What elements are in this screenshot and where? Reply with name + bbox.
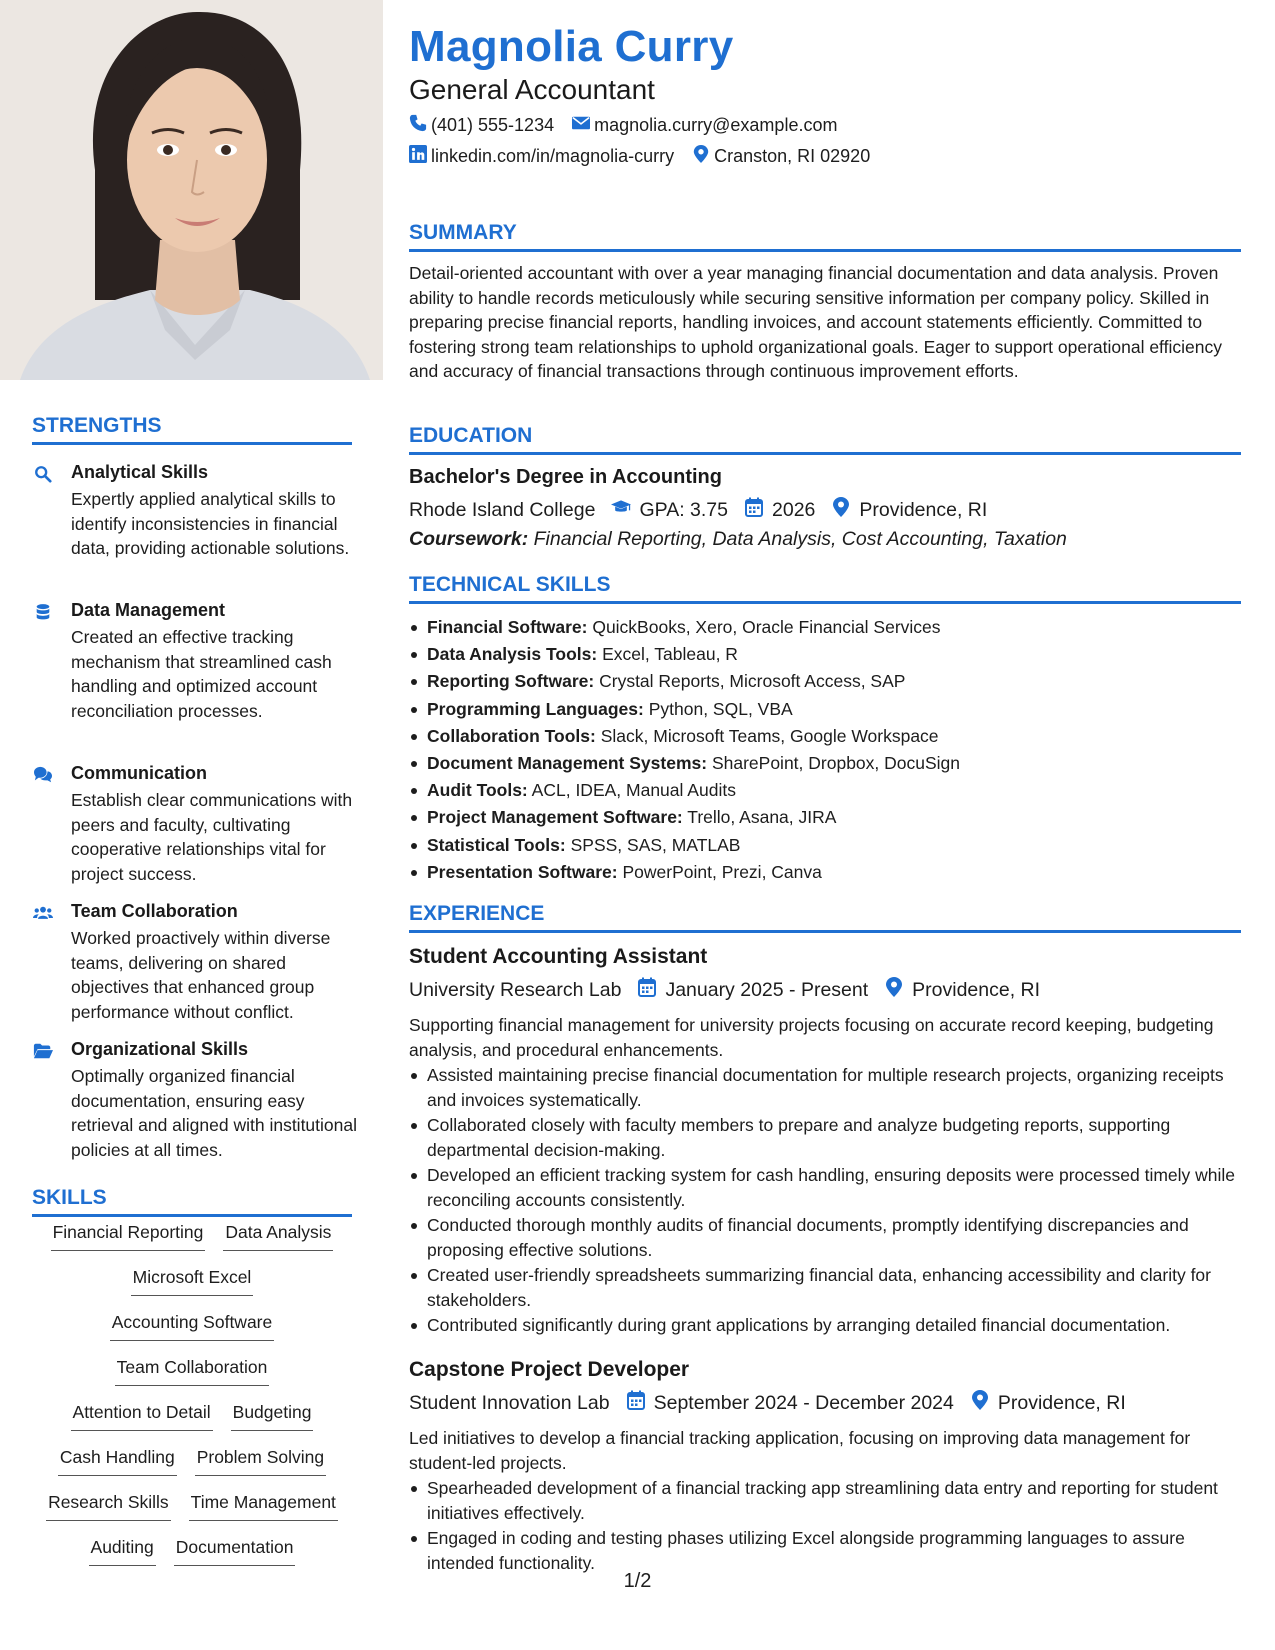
list-item xyxy=(409,614,1241,641)
graduation-cap-icon xyxy=(611,497,631,523)
org-name: Student Innovation Lab xyxy=(409,1391,610,1414)
folder-open-icon xyxy=(32,1041,54,1061)
tech-value: Excel, Tableau, R xyxy=(602,644,738,665)
map-pin-icon xyxy=(970,1390,990,1416)
org-item xyxy=(409,979,621,1002)
list-item xyxy=(409,777,1241,804)
list-item xyxy=(409,696,1241,723)
strength-title: Organizational Skills xyxy=(71,1039,249,1059)
skills-heading: SKILLS xyxy=(32,1186,352,1217)
strengths-heading: STRENGTHS xyxy=(32,414,352,445)
dates-item xyxy=(637,977,868,1003)
skill-tag: Time Management xyxy=(189,1492,338,1521)
strength-item-analytical xyxy=(32,462,357,582)
skill-tag: Financial Reporting xyxy=(51,1222,206,1251)
tech-value: SPSS, SAS, MATLAB xyxy=(570,834,741,855)
skill-tag: Attention to Detail xyxy=(71,1402,213,1431)
list-item: Created user-friendly spreadsheets summarizing financial data, enhancing accessibility and clarity for stakeholders. xyxy=(409,1263,1241,1312)
profile-photo xyxy=(0,0,383,380)
page-number: 1/2 xyxy=(623,1570,652,1592)
gpa-text: GPA: 3.75 xyxy=(639,498,728,521)
email-item[interactable] xyxy=(572,114,837,137)
edu-location-text: Providence, RI xyxy=(859,498,988,521)
experience-heading: EXPERIENCE xyxy=(409,902,1241,933)
list-item xyxy=(409,723,1241,750)
list-item xyxy=(409,750,1241,777)
strength-item-data-management xyxy=(32,600,357,745)
org-name: University Research Lab xyxy=(409,978,622,1001)
job-title: Student Accounting Assistant xyxy=(409,945,708,968)
database-icon xyxy=(32,602,54,622)
list-item: Developed an efficient tracking system for cash handling, ensuring deposits were processed timely while reconciling accounts consistently. xyxy=(409,1163,1241,1212)
skill-tag: Documentation xyxy=(174,1537,296,1566)
strength-desc: Expertly applied analytical skills to identify inconsistencies in financial data, providing actionable solutions. xyxy=(71,489,350,558)
list-item: Assisted maintaining precise financial documentation for multiple research projects, organizing receipts and invoices systematically. xyxy=(409,1063,1241,1112)
map-pin-icon xyxy=(884,977,904,1003)
degree-title: Bachelor's Degree in Accounting xyxy=(409,466,722,488)
users-icon xyxy=(32,903,54,923)
strength-desc: Optimally organized financial documentation, ensuring easy retrieval and aligned with institutional policies at all times. xyxy=(71,1066,357,1160)
contact-line-1 xyxy=(409,114,837,137)
strength-item-organizational xyxy=(32,1039,357,1159)
list-item: Engaged in coding and testing phases utilizing Excel alongside programming languages to assure intended functionality. xyxy=(409,1526,1241,1575)
left-column xyxy=(0,0,383,1650)
coursework xyxy=(409,528,1067,551)
candidate-role: General Accountant xyxy=(409,74,655,105)
location-item xyxy=(692,145,870,168)
skill-tag: Microsoft Excel xyxy=(131,1267,254,1296)
phone-icon xyxy=(409,114,427,137)
calendar-icon xyxy=(744,497,764,523)
job-location-item xyxy=(970,1390,1126,1416)
comments-icon xyxy=(32,765,54,785)
skill-tag: Research Skills xyxy=(46,1492,171,1521)
org-item xyxy=(409,1392,610,1415)
list-item: Spearheaded development of a financial tracking app streamlining data entry and reporting for student initiatives effectively. xyxy=(409,1476,1241,1525)
list-item: Conducted thorough monthly audits of financial documents, promptly identifying discrepancies and proposing effective solutions. xyxy=(409,1213,1241,1262)
year-text: 2026 xyxy=(772,498,816,521)
strength-item-team-collaboration xyxy=(32,901,357,1021)
job-summary: Led initiatives to develop a financial tracking application, focusing on improving data management for student-led projects. xyxy=(409,1428,1191,1473)
tech-label: Collaboration Tools: xyxy=(427,725,596,746)
calendar-icon xyxy=(626,1390,646,1416)
linkedin-icon xyxy=(409,145,427,168)
strength-title: Team Collaboration xyxy=(71,901,238,921)
skill-tag: Budgeting xyxy=(231,1402,314,1431)
technical-skills-heading: TECHNICAL SKILLS xyxy=(409,573,1241,604)
job-summary: Supporting financial management for university projects focusing on accurate record keeping, budgeting analysis, and procedural enhancements. xyxy=(409,1015,1214,1060)
tech-value: Crystal Reports, Microsoft Access, SAP xyxy=(599,671,906,692)
tech-value: PowerPoint, Prezi, Canva xyxy=(622,861,822,882)
list-item xyxy=(409,832,1241,859)
skill-row xyxy=(32,1312,352,1357)
tech-value: Python, SQL, VBA xyxy=(648,698,793,719)
edu-location-item xyxy=(831,497,987,523)
tech-label: Data Analysis Tools: xyxy=(427,644,598,665)
phone-item xyxy=(409,114,554,137)
strength-desc: Worked proactively within diverse teams, delivering on shared objectives that enhanced group performance without conflict. xyxy=(71,928,331,1022)
dates-item xyxy=(626,1390,954,1416)
school-name: Rhode Island College xyxy=(409,498,596,521)
skill-tag: Accounting Software xyxy=(110,1312,275,1341)
candidate-name: Magnolia Curry xyxy=(409,22,734,71)
tech-label: Statistical Tools: xyxy=(427,834,566,855)
list-item xyxy=(409,804,1241,831)
list-item: Contributed significantly during grant applications by arranging detailed financial documentation. xyxy=(409,1313,1241,1338)
coursework-text: Financial Reporting, Data Analysis, Cost Accounting, Taxation xyxy=(533,528,1067,550)
search-icon xyxy=(32,464,54,484)
tech-label: Document Management Systems: xyxy=(427,753,708,774)
job-title: Capstone Project Developer xyxy=(409,1358,690,1381)
job-bullets xyxy=(409,1476,1241,1576)
skill-tag: Team Collaboration xyxy=(115,1357,270,1386)
tech-label: Project Management Software: xyxy=(427,807,683,828)
tech-label: Reporting Software: xyxy=(427,671,595,692)
map-pin-icon xyxy=(831,497,851,523)
education-meta xyxy=(409,497,1003,523)
skill-row xyxy=(32,1267,352,1312)
list-item xyxy=(409,641,1241,668)
job-meta xyxy=(409,977,1056,1003)
envelope-icon xyxy=(572,114,590,137)
skill-row xyxy=(32,1357,352,1402)
summary-text: Detail-oriented accountant with over a year managing financial documentation and data analysis. Proven ability to handle records meticulously while securing sensitive information per company policy. Skilled in preparing precise financial reports, handling invoices, and account statements efficiently. Committed to fostering strong team relationships to uphold organizational goals. Eager to support operational efficiency and accuracy of financial transactions through continuous improvement efforts. xyxy=(409,263,1222,381)
year-item xyxy=(744,497,815,523)
skill-tag: Problem Solving xyxy=(195,1447,326,1476)
skill-row xyxy=(32,1402,352,1447)
list-item xyxy=(409,668,1241,695)
skill-row xyxy=(32,1492,352,1537)
strength-title: Communication xyxy=(71,763,208,783)
phone-text: (401) 555-1234 xyxy=(431,115,555,135)
gpa-item xyxy=(611,497,728,523)
education-heading: EDUCATION xyxy=(409,424,1241,455)
tech-label: Financial Software: xyxy=(427,617,588,637)
summary-heading: SUMMARY xyxy=(409,221,1241,252)
dates-text: September 2024 - December 2024 xyxy=(653,1391,954,1414)
email-text[interactable]: magnolia.curry@example.com xyxy=(594,115,838,135)
skill-row xyxy=(32,1222,352,1267)
job-location-text: Providence, RI xyxy=(997,1391,1126,1414)
tech-label: Presentation Software: xyxy=(427,861,618,882)
technical-skills-list xyxy=(409,614,1241,886)
tech-value: Trello, Asana, JIRA xyxy=(687,807,837,828)
map-pin-icon xyxy=(692,145,710,168)
tech-value: QuickBooks, Xero, Oracle Financial Services xyxy=(592,617,941,637)
tech-value: ACL, IDEA, Manual Audits xyxy=(531,780,736,801)
job-bullets xyxy=(409,1063,1241,1339)
skill-tag: Data Analysis xyxy=(223,1222,333,1251)
contact-line-2 xyxy=(409,145,870,168)
strength-desc: Created an effective tracking mechanism that streamlined cash handling and optimized account reconciliation processes. xyxy=(71,627,332,721)
skill-tag: Cash Handling xyxy=(58,1447,177,1476)
coursework-label: Coursework: xyxy=(409,528,529,550)
strength-desc: Establish clear communications with peers and faculty, cultivating cooperative relationships vital for project success. xyxy=(71,790,353,884)
strength-item-communication xyxy=(32,763,357,883)
job-location-text: Providence, RI xyxy=(912,978,1041,1001)
calendar-icon xyxy=(637,977,657,1003)
list-item xyxy=(409,859,1241,886)
tech-value: Slack, Microsoft Teams, Google Workspace xyxy=(600,725,939,746)
profile-photo-illustration xyxy=(0,0,383,380)
job-location-item xyxy=(884,977,1040,1003)
linkedin-text[interactable]: linkedin.com/in/magnolia-curry xyxy=(431,146,675,166)
tech-value: SharePoint, Dropbox, DocuSign xyxy=(711,753,961,774)
strength-title: Analytical Skills xyxy=(71,462,209,482)
location-text: Cranston, RI 02920 xyxy=(714,146,871,166)
tech-label: Audit Tools: xyxy=(427,780,528,801)
linkedin-item[interactable] xyxy=(409,145,674,168)
dates-text: January 2025 - Present xyxy=(665,978,869,1001)
strength-title: Data Management xyxy=(71,600,226,620)
list-item: Collaborated closely with faculty members to prepare and analyze budgeting reports, supporting departmental decision-making. xyxy=(409,1113,1241,1162)
school-item xyxy=(409,499,595,522)
skill-row xyxy=(32,1447,352,1492)
skill-tag: Auditing xyxy=(89,1537,156,1566)
tech-label: Programming Languages: xyxy=(427,698,644,719)
job-meta xyxy=(409,1390,1142,1416)
skills-tags xyxy=(32,1222,352,1582)
